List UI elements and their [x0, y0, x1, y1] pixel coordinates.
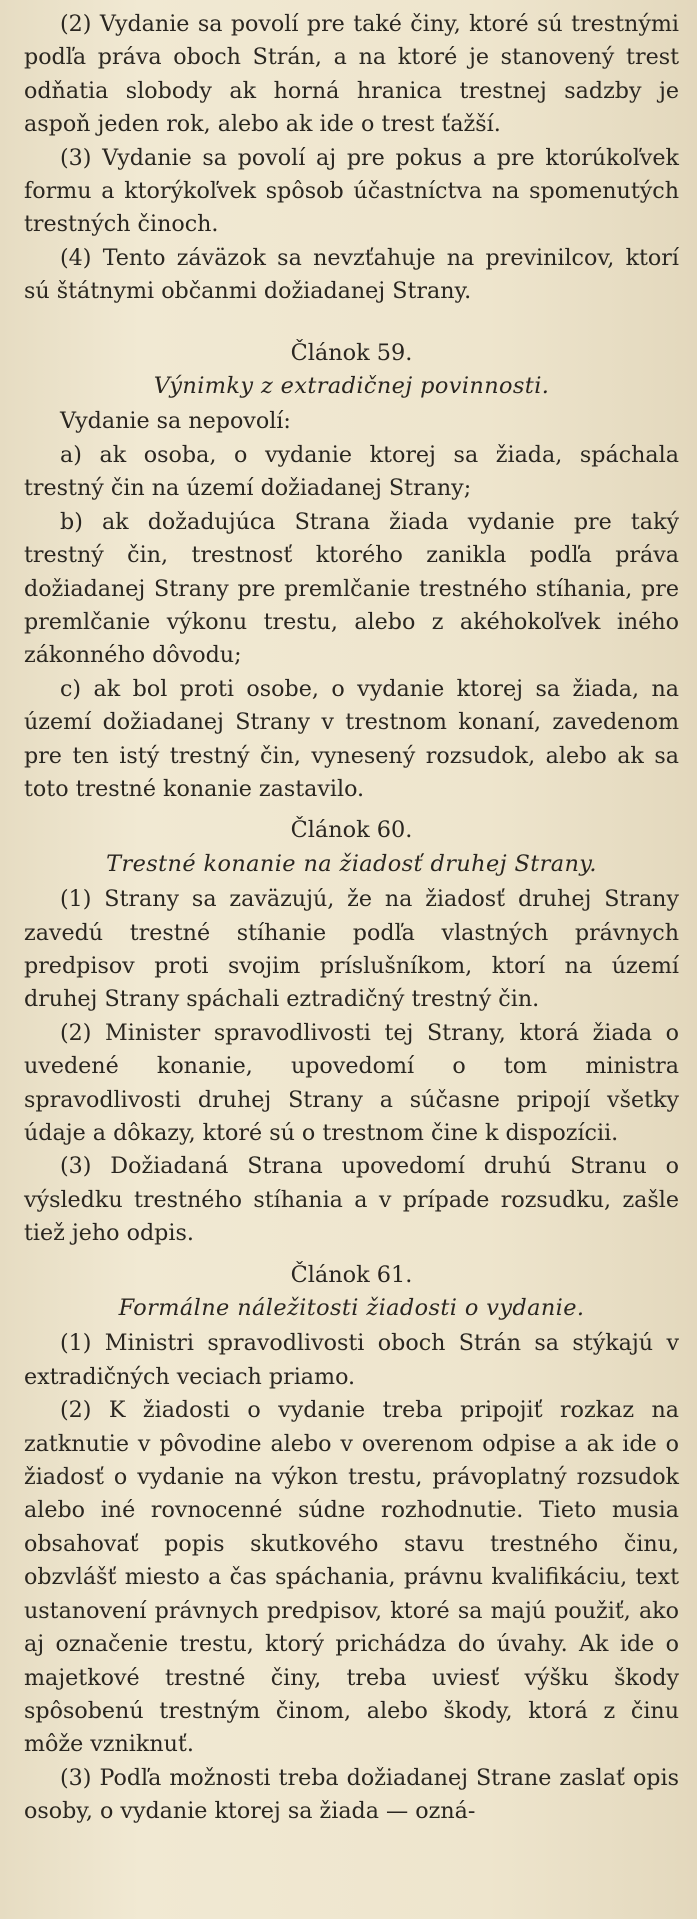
article-61-subtitle: Formálne náležitosti žiadosti o vydanie.: [118, 1295, 585, 1322]
paragraph-art58-2: (2) Vydanie sa povolí pre také činy, ktoré sú trestnými podľa práva oboch Strán, a na ktoré je stanovený trest odňatia slobody ak horná hranica trestnej sadzby je aspoň jeden rok, alebo ak ide o trest ťažší.: [24, 11, 679, 138]
article-61-paragraph-2: (2) K žiadosti o vydanie treba pripojiť rozkaz na zatknutie v pôvodine alebo v overenom odpise a ak ide o žiadosť o vydanie na výkon trestu, právoplatný rozsudok alebo iné rovnocenné súdne rozhodnutie. Tieto musia obsahovať popis skutkového stavu trestného činu, obzvlášť miesto a čas spáchania, právnu kvalifikáciu, text ustanovení právnych predpisov, ktoré sa majú použiť, ako aj označenie trestu, ktorý prichádza do úvahy. Ak ide o majetkové trestné činy, treba uviesť výšku škody spôsobenú trestným činom, alebo škody, ktorá z činu môže vzniknuť.: [24, 1397, 679, 1758]
article-60-paragraph-3: (3) Dožiadaná Strana upovedomí druhú Stranu o výsledku trestného stíhania a v prípade rozsudku, zašle tiež jeho odpis.: [24, 1153, 679, 1247]
article-61-paragraph-3: (3) Podľa možnosti treba dožiadanej Strane zaslať opis osoby, o vydanie ktorej sa žiada — ozná-: [24, 1764, 679, 1825]
article-60-subtitle: Trestné konanie na žiadosť druhej Strany.: [106, 850, 597, 877]
article-59-intro: Vydanie sa nepovolí:: [60, 408, 291, 435]
article-59-item-b: b) ak dožadujúca Strana žiada vydanie pre taký trestný čin, trestnosť ktorého zanikla podľa práva dožiadanej Strany pre premlčanie trestného stíhania, pre premlčanie výkonu trestu, alebo z akéhokoľvek iného zákonného dôvodu;: [24, 508, 679, 669]
article-60-paragraph-1: (1) Strany sa zaväzujú, že na žiadosť druhej Strany zavedú trestné stíhanie podľa vlastných právnych predpisov proti svojim príslušníkom, ktorí na území druhej Strany spáchali eztradičný trestný čin.: [24, 886, 679, 1013]
article-61-paragraph-1: (1) Ministri spravodlivosti oboch Strán sa stýkajú v extradičných veciach priamo.: [24, 1330, 679, 1390]
paragraph-art58-3: (3) Vydanie sa povolí aj pre pokus a pre ktorúkoľvek formu a ktorýkoľvek spôsob účastníctva na spomenutých trestných činoch.: [24, 144, 679, 238]
article-59-heading: Článok 59.: [290, 339, 413, 366]
article-59-item-a: a) ak osoba, o vydanie ktorej sa žiada, spáchala trestný čin na území dožiadanej Strany;: [24, 441, 679, 502]
paragraph-art58-4: (4) Tento záväzok sa nevzťahuje na previnilcov, ktorí sú štátnymi občanmi dožiadanej Strany.: [24, 244, 679, 305]
article-60-heading: Článok 60.: [290, 817, 413, 844]
article-61-heading: Článok 61.: [290, 1261, 413, 1288]
article-59-subtitle: Výnimky z extradičnej povinnosti.: [153, 373, 550, 400]
article-60-paragraph-2: (2) Minister spravodlivosti tej Strany, ktorá žiada o uvedené konanie, upovedomí o tom ministra spravodlivosti druhej Strany a súčasne pripojí všetky údaje a dôkazy, ktoré sú o trestnom čine k dispozícii.: [24, 1019, 679, 1146]
article-59-item-c: c) ak bol proti osobe, o vydanie ktorej sa žiada, na území dožiadanej Strany v trestnom konaní, zavedenom pre ten istý trestný čin, vynesený rozsudok, alebo ak sa toto trestné konanie zastavilo.: [24, 675, 679, 802]
